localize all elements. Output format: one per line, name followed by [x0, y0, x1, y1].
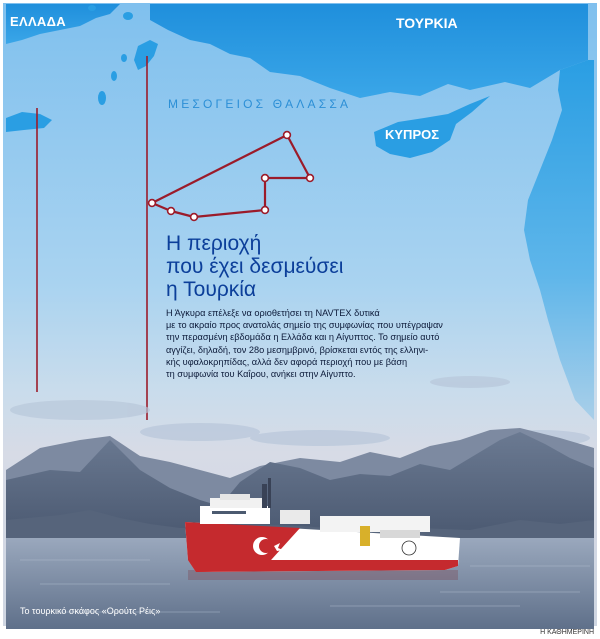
island-1: [98, 91, 106, 105]
navtex-vertex: [262, 175, 269, 182]
body-text: [166, 307, 466, 380]
label-cyprus: ΚΥΠΡΟΣ: [385, 127, 440, 142]
label-mediterranean-sea: ΜΕΣΟΓΕΙΟΣ ΘΑΛΑΣΣΑ: [168, 97, 352, 111]
navtex-vertex: [284, 132, 291, 139]
headline-line-1: Η περιοχή: [166, 232, 262, 255]
navtex-vertex: [262, 207, 269, 214]
navtex-vertex: [191, 214, 198, 221]
label-greece: ΕΛΛΑΔΑ: [10, 14, 66, 29]
photo-caption: Το τουρκικό σκάφος «Ορούτς Ρέις»: [20, 606, 161, 616]
headline-line-3: η Τουρκία: [166, 278, 257, 301]
navtex-vertex: [307, 175, 314, 182]
body-line: με το ακραίο προς ανατολάς σημείο της συμφωνίας που υπέγραψαν: [166, 320, 443, 331]
body-line: την περασμένη εβδομάδα η Ελλάδα και η Αίγυπτος. Το σημείο αυτό: [166, 332, 440, 343]
body-line: Η Άγκυρα επέλεξε να οριοθετήσει τη NAVTEX δυτικά: [166, 308, 380, 318]
footer-strip: [0, 629, 600, 639]
body-line: αγγίζει, δηλαδή, τον 28ο μεσημβρινό, βρίσκεται εντός της ελληνι-: [166, 344, 429, 355]
publisher-credit: Η ΚΑΘΗΜΕΡΙΝΗ: [540, 629, 594, 636]
island-2: [111, 71, 117, 81]
body-line: κής υφαλοκρηπίδας, αλλά δεν αφορά περιοχή που με βάση: [166, 356, 408, 367]
headline-line-2: που έχει δεσμεύσει: [166, 255, 344, 278]
navtex-vertex: [149, 200, 156, 207]
headline: [166, 232, 366, 301]
navtex-vertex: [168, 208, 175, 215]
island-3: [121, 54, 127, 62]
label-turkey: ΤΟΥΡΚΙΑ: [396, 15, 458, 31]
island-4: [88, 5, 96, 11]
island-5: [123, 12, 133, 20]
body-line: τη συμφωνία του Καΐρου, ανήκει στην Αίγυπτο.: [166, 369, 356, 380]
